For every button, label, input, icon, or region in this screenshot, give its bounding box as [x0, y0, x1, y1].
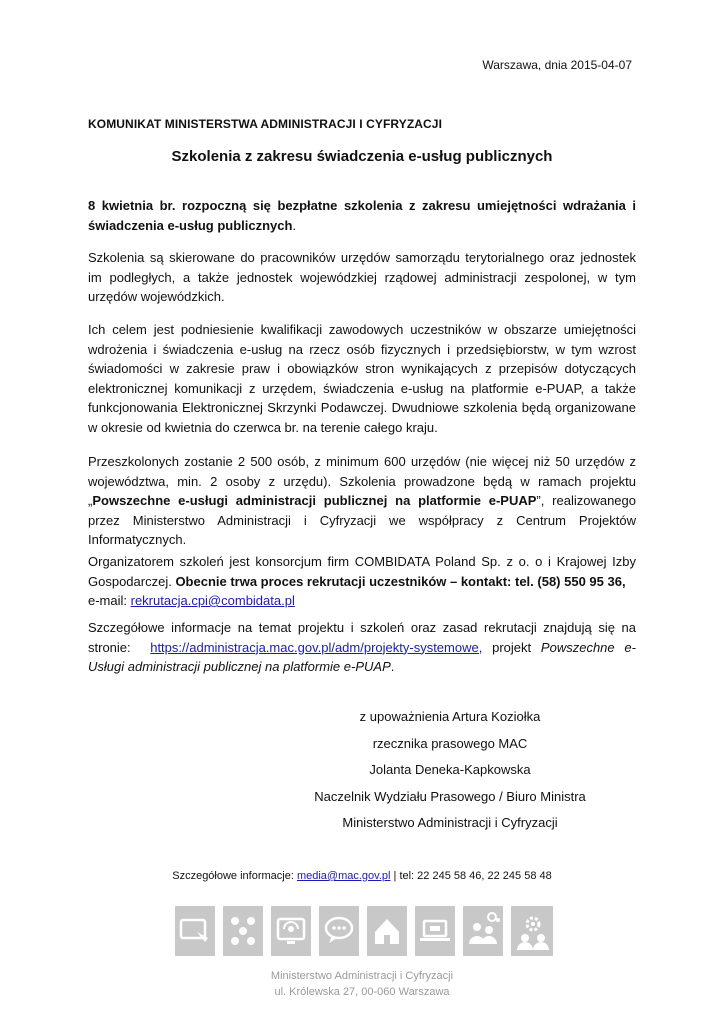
footer-ministry-name: Ministerstwo Administracji i Cyfryzacji: [270, 970, 454, 982]
lead-end: .: [292, 217, 297, 233]
document-title: Szkolenia z zakresu świadczenia e-usług publicznych: [171, 148, 553, 165]
signature-line: z upoważnienia Artura Koziołka: [359, 709, 541, 724]
details-end: .: [390, 659, 395, 674]
organizer-text: Organizatorem szkoleń jest konsorcjum firm COMBIDATA Poland Sp. z o. o i Krajowej Izby Gospodarczej.: [88, 554, 636, 589]
people-gear-icon: [463, 906, 503, 956]
participants-text-b: ”, realizowanego przez Ministerstwo Administracji i Cyfryzacji we współpracy z Centrum Projektów Informatycznych.: [88, 493, 636, 547]
participants-text-a: Przeszkolonych zostanie 2 500 osób, z minimum 600 urzędów (nie więcej niż 50 urzędów z województwa, min. 2 osoby z urzędu). Szkolenia prowadzone będą w ramach projektu „: [88, 454, 636, 508]
signature-line: Ministerstwo Administracji i Cyfryzacji: [342, 815, 558, 830]
signature-line: rzecznika prasowego MAC: [372, 736, 528, 751]
email-label: e-mail:: [88, 593, 131, 608]
paragraph-participants: [88, 452, 636, 550]
recruitment-email-link[interactable]: rekrutacja.cpi@combidata.pl: [130, 593, 295, 608]
paragraph-lead: [88, 196, 636, 235]
media-email-link[interactable]: media@mac.gov.pl: [296, 870, 391, 882]
laptop-icon: [415, 906, 455, 956]
network-dots-icon: [223, 906, 263, 956]
details-text-b: projekt: [482, 639, 541, 655]
home-icon: [367, 906, 407, 956]
gear-icon: [511, 906, 553, 956]
paragraph-organizer: [88, 552, 636, 611]
communique-header: KOMUNIKAT MINISTERSTWA ADMINISTRACJI I CYFRYZACJI: [88, 117, 443, 131]
document-date: Warszawa, dnia 2015-04-07: [482, 58, 632, 72]
paragraph-details: [88, 618, 636, 677]
project-name-bold: Powszechne e-usługi administracji publicznej na platformie e-PUAP: [92, 493, 537, 508]
recruitment-contact-bold: Obecnie trwa proces rekrutacji uczestników – kontakt: tel. (58) 550 95 36,: [175, 573, 626, 589]
lead-bold-text: 8 kwietnia br. rozpoczną się bezpłatne szkolenia z zakresu umiejętności wdrażania i świadczenia e-usług publicznych: [88, 198, 636, 233]
project-name-italic: Powszechne e-Usługi administracji publicznej na platformie e-PUAP: [88, 639, 636, 674]
chat-bubble-icon: [319, 906, 359, 956]
touchscreen-icon: [175, 906, 215, 956]
contact-phone: | tel: 22 245 58 46, 22 245 58 48: [390, 870, 552, 882]
paragraph-goals: Ich celem jest podniesienie kwalifikacji zawodowych uczestników w obszarze umiejętności wdrożenia i świadczenia e-usług na rzecz osób fizycznych i przedsiębiorstw, w tym wzrost świadomości w zakresie praw i obowiązków stron wynikających z przepisów dotyczących elektronicznej komunikacji z urzędem, świadczenia e-usług na platformie e-PUAP, a także funkcjonowania Elektronicznej Skrzynki Podawczej. Dwudniowe szkolenia będą organizowane w okresie od kwietnia do czerwca br. na terenie całego kraju.: [88, 322, 636, 435]
broadcast-monitor-icon: [271, 906, 311, 956]
contact-info: [0, 870, 724, 882]
footer-address: ul. Królewska 27, 00-060 Warszawa: [274, 986, 450, 998]
ministry-icon-bar: [175, 906, 553, 958]
signature-line: Naczelnik Wydziału Prasowego / Biuro Ministra: [314, 789, 586, 804]
project-url-link[interactable]: https://administracja.mac.gov.pl/adm/projekty-systemowe,: [150, 639, 483, 655]
signature-line: Jolanta Deneka-Kapkowska: [369, 762, 531, 777]
paragraph-audience: Szkolenia są skierowane do pracowników urzędów samorządu terytorialnego oraz jednostek im podległych, a także jednostek wojewódzkiej rządowej administracji zespolonej, w tym urzędów wojewódzkich.: [88, 250, 636, 304]
contact-label: Szczegółowe informacje:: [172, 870, 297, 882]
details-text-a: Szczegółowe informacje na temat projektu i szkoleń oraz zasad rekrutacji znajdują się na stronie:: [88, 620, 636, 655]
